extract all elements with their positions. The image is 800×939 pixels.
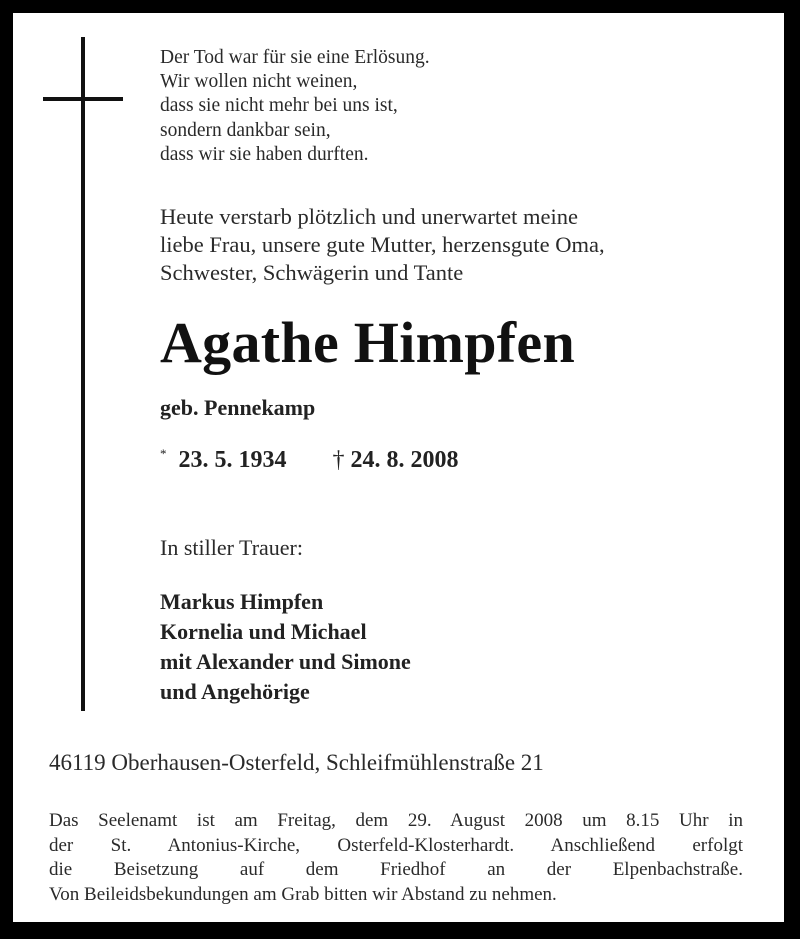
poem-line: dass sie nicht mehr bei uns ist, xyxy=(160,95,398,117)
obituary-notice xyxy=(13,13,784,922)
announcement-intro xyxy=(160,203,605,287)
service-line: Das Seelenamt ist am Freitag, dem 29. August 2008 um 8.15 Uhr in xyxy=(49,810,743,831)
poem xyxy=(160,46,430,167)
poem-line: sondern dankbar sein, xyxy=(160,119,331,141)
intro-line: Schwester, Schwägerin und Tante xyxy=(160,260,464,285)
death-dagger-icon: † xyxy=(332,447,345,473)
service-line: Von Beileidsbekundungen am Grab bitten wir Abstand zu nehmen. xyxy=(49,883,557,905)
service-line: der St. Antonius-Kirche, Osterfeld-Klosterhardt. Anschließend erfolgt xyxy=(49,834,743,856)
family-list xyxy=(160,587,411,707)
cross-vertical-bar xyxy=(81,37,85,711)
poem-line: Wir wollen nicht weinen, xyxy=(160,71,358,93)
address: 46119 Oberhausen-Osterfeld, Schleifmühlenstraße 21 xyxy=(49,750,544,775)
deceased-name: Agathe Himpfen xyxy=(160,310,576,375)
intro-line: liebe Frau, unsere gute Mutter, herzensgute Oma, xyxy=(160,232,605,257)
service-line: die Beisetzung auf dem Friedhof an der Elpenbachstraße. xyxy=(49,859,743,881)
cross-horizontal-bar xyxy=(43,97,123,101)
family-member: Markus Himpfen xyxy=(160,589,324,614)
poem-line: Der Tod war für sie eine Erlösung. xyxy=(160,47,430,68)
family-member: Kornelia und Michael xyxy=(160,619,367,644)
birth-date: 23. 5. 1934 xyxy=(178,447,287,473)
maiden-name: geb. Pennekamp xyxy=(160,395,316,420)
family-member: und Angehörige xyxy=(160,679,310,704)
death-date: 24. 8. 2008 xyxy=(350,447,459,473)
life-dates xyxy=(160,446,459,474)
poem-line: dass wir sie haben durften. xyxy=(160,143,369,165)
family-member: mit Alexander und Simone xyxy=(160,649,411,674)
birth-star-icon: * xyxy=(160,446,167,461)
service-details xyxy=(49,809,743,907)
intro-line: Heute verstarb plötzlich und unerwartet meine xyxy=(160,204,578,229)
mourning-heading: In stiller Trauer: xyxy=(160,535,303,560)
